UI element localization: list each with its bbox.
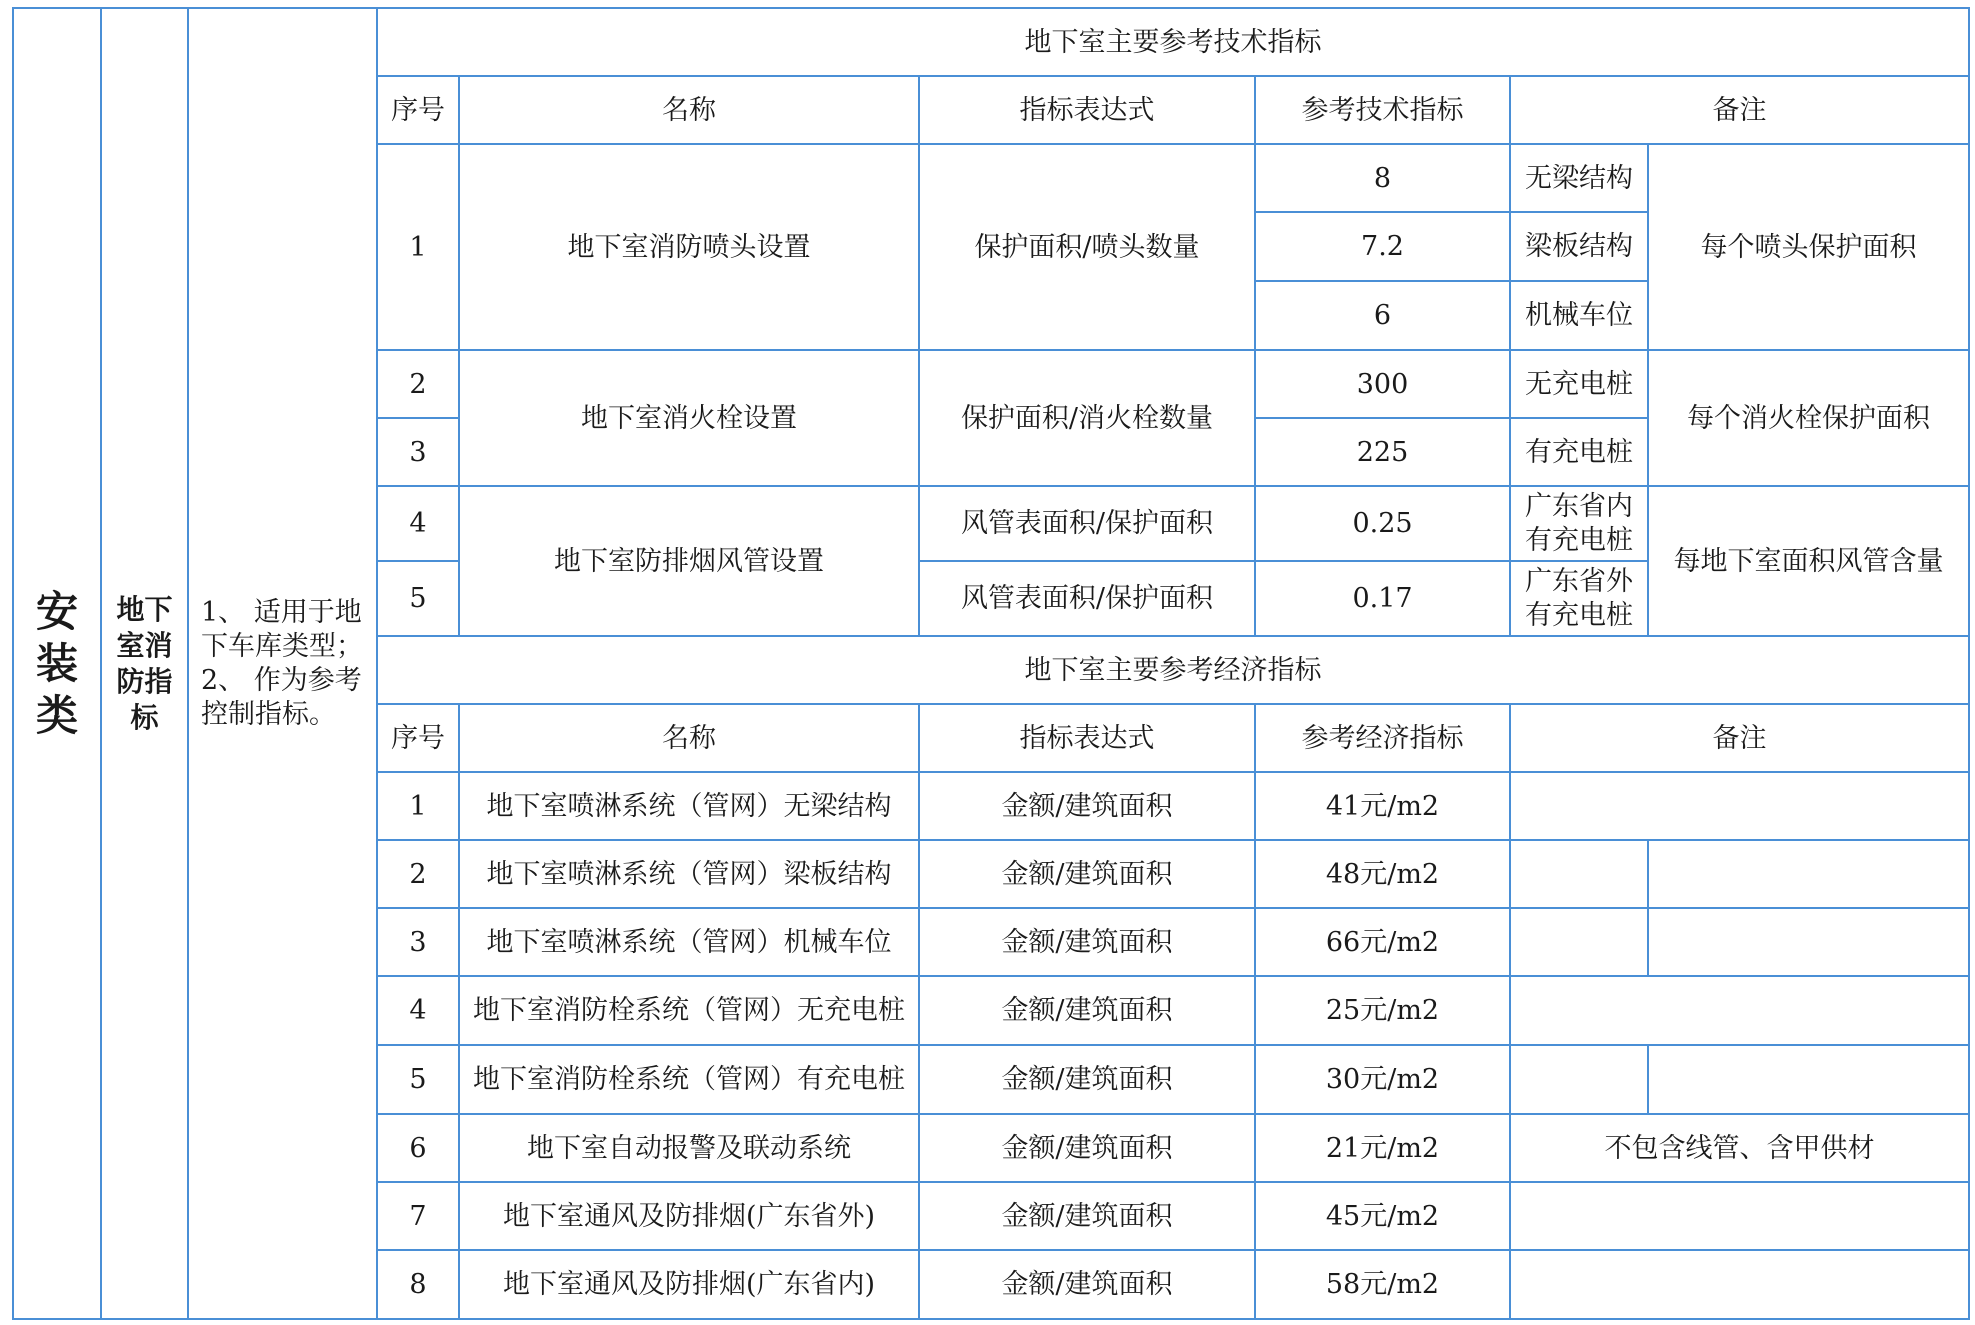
econ-r6-val: 21元/m2 bbox=[1254, 1113, 1511, 1183]
tech-r5-expr: 风管表面积/保护面积 bbox=[918, 560, 1256, 637]
econ-r5-val: 30元/m2 bbox=[1254, 1044, 1511, 1115]
tech-r1-val-2: 7.2 bbox=[1254, 211, 1511, 282]
tech-header-note: 备注 bbox=[1509, 75, 1970, 145]
econ-r3-no: 3 bbox=[376, 907, 460, 977]
econ-r7-val: 45元/m2 bbox=[1254, 1181, 1511, 1251]
tech-r4-no: 4 bbox=[376, 485, 460, 562]
tech-r1-sub-3: 机械车位 bbox=[1509, 280, 1649, 351]
tech-r2-val-2: 225 bbox=[1254, 417, 1511, 487]
category-cell: 安装类 bbox=[12, 7, 102, 1320]
econ-r6-name: 地下室自动报警及联动系统 bbox=[458, 1113, 920, 1183]
tech-r2-no: 2 bbox=[376, 349, 460, 419]
tech-r2-name: 地下室消火栓设置 bbox=[458, 349, 920, 487]
econ-r7-expr: 金额/建筑面积 bbox=[918, 1181, 1256, 1251]
tech-r4-expr: 风管表面积/保护面积 bbox=[918, 485, 1256, 562]
econ-r4-no: 4 bbox=[376, 975, 460, 1046]
econ-r3-note bbox=[1509, 907, 1649, 977]
econ-r8-val: 58元/m2 bbox=[1254, 1249, 1511, 1320]
tech-r4-note: 每地下室面积风管含量 bbox=[1647, 485, 1970, 637]
tech-r1-expr: 保护面积/喷头数量 bbox=[918, 143, 1256, 351]
econ-r1-expr: 金额/建筑面积 bbox=[918, 771, 1256, 841]
econ-r5-note-blank bbox=[1647, 1044, 1970, 1115]
econ-r1-note bbox=[1509, 771, 1970, 841]
tech-r2-expr: 保护面积/消火栓数量 bbox=[918, 349, 1256, 487]
econ-r2-val: 48元/m2 bbox=[1254, 839, 1511, 909]
econ-r2-note-blank bbox=[1647, 839, 1970, 909]
econ-r6-note: 不包含线管、含甲供材 bbox=[1509, 1113, 1970, 1183]
econ-r8-name: 地下室通风及防排烟(广东省内) bbox=[458, 1249, 920, 1320]
tech-header-expr: 指标表达式 bbox=[918, 75, 1256, 145]
econ-r4-val: 25元/m2 bbox=[1254, 975, 1511, 1046]
econ-section-title: 地下室主要参考经济指标 bbox=[376, 635, 1970, 705]
tech-r2-val-1: 300 bbox=[1254, 349, 1511, 419]
econ-r1-no: 1 bbox=[376, 771, 460, 841]
subcategory-cell: 地下室消防指标 bbox=[100, 7, 189, 1320]
econ-r6-expr: 金额/建筑面积 bbox=[918, 1113, 1256, 1183]
econ-r7-no: 7 bbox=[376, 1181, 460, 1251]
tech-r5-sub: 广东省外有充电桩 bbox=[1509, 560, 1649, 637]
econ-r8-no: 8 bbox=[376, 1249, 460, 1320]
econ-r8-expr: 金额/建筑面积 bbox=[918, 1249, 1256, 1320]
econ-r5-expr: 金额/建筑面积 bbox=[918, 1044, 1256, 1115]
tech-r3-no: 3 bbox=[376, 417, 460, 487]
tech-r5-val: 0.17 bbox=[1254, 560, 1511, 637]
tech-r4-sub: 广东省内有充电桩 bbox=[1509, 485, 1649, 562]
econ-header-expr: 指标表达式 bbox=[918, 703, 1256, 773]
econ-r3-expr: 金额/建筑面积 bbox=[918, 907, 1256, 977]
tech-r1-sub-1: 无梁结构 bbox=[1509, 143, 1649, 213]
tech-r1-val-1: 8 bbox=[1254, 143, 1511, 213]
econ-header-no: 序号 bbox=[376, 703, 460, 773]
tech-r2-sub-1: 无充电桩 bbox=[1509, 349, 1649, 419]
econ-r3-val: 66元/m2 bbox=[1254, 907, 1511, 977]
tech-header-name: 名称 bbox=[458, 75, 920, 145]
econ-r1-val: 41元/m2 bbox=[1254, 771, 1511, 841]
econ-r4-name: 地下室消防栓系统（管网）无充电桩 bbox=[458, 975, 920, 1046]
econ-header-value: 参考经济指标 bbox=[1254, 703, 1511, 773]
tech-r2-note: 每个消火栓保护面积 bbox=[1647, 349, 1970, 487]
econ-r5-no: 5 bbox=[376, 1044, 460, 1115]
tech-r2-sub-2: 有充电桩 bbox=[1509, 417, 1649, 487]
tech-r1-sub-2: 梁板结构 bbox=[1509, 211, 1649, 282]
econ-header-name: 名称 bbox=[458, 703, 920, 773]
econ-r4-note bbox=[1509, 975, 1970, 1046]
econ-r8-note bbox=[1509, 1249, 1970, 1320]
econ-r6-no: 6 bbox=[376, 1113, 460, 1183]
tech-r5-no: 5 bbox=[376, 560, 460, 637]
econ-r3-name: 地下室喷淋系统（管网）机械车位 bbox=[458, 907, 920, 977]
econ-r4-expr: 金额/建筑面积 bbox=[918, 975, 1256, 1046]
econ-r2-note bbox=[1509, 839, 1649, 909]
tech-section-title: 地下室主要参考技术指标 bbox=[376, 7, 1970, 77]
tech-header-value: 参考技术指标 bbox=[1254, 75, 1511, 145]
econ-r7-name: 地下室通风及防排烟(广东省外) bbox=[458, 1181, 920, 1251]
econ-r2-expr: 金额/建筑面积 bbox=[918, 839, 1256, 909]
econ-r2-name: 地下室喷淋系统（管网）梁板结构 bbox=[458, 839, 920, 909]
tech-r1-note: 每个喷头保护面积 bbox=[1647, 143, 1970, 351]
econ-r1-name: 地下室喷淋系统（管网）无梁结构 bbox=[458, 771, 920, 841]
tech-r1-val-3: 6 bbox=[1254, 280, 1511, 351]
tech-r4-val: 0.25 bbox=[1254, 485, 1511, 562]
tech-r4-name: 地下室防排烟风管设置 bbox=[458, 485, 920, 637]
tech-r1-no: 1 bbox=[376, 143, 460, 351]
notes-cell: 1、 适用于地下车库类型；2、 作为参考控制指标。 bbox=[187, 7, 378, 1320]
econ-r5-note bbox=[1509, 1044, 1649, 1115]
tech-r1-name: 地下室消防喷头设置 bbox=[458, 143, 920, 351]
econ-header-note: 备注 bbox=[1509, 703, 1970, 773]
econ-r5-name: 地下室消防栓系统（管网）有充电桩 bbox=[458, 1044, 920, 1115]
econ-r3-note-blank bbox=[1647, 907, 1970, 977]
econ-r2-no: 2 bbox=[376, 839, 460, 909]
econ-r7-note bbox=[1509, 1181, 1970, 1251]
tech-header-no: 序号 bbox=[376, 75, 460, 145]
